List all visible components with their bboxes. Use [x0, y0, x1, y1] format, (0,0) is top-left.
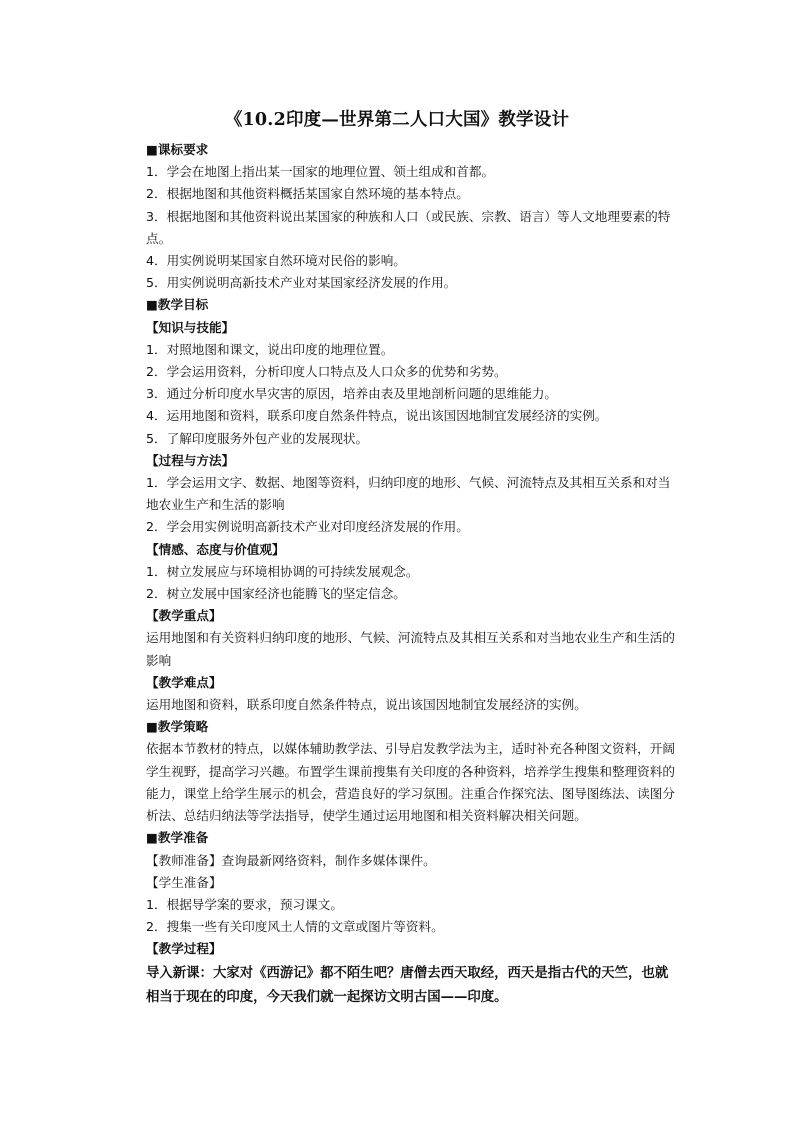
document-line: 2．根据地图和其他资料概括某国家自然环境的基本特点。 [146, 186, 469, 202]
document-line: 5．了解印度服务外包产业的发展现状。 [146, 430, 369, 446]
document-line: 4．运用地图和资料，联系印度自然条件特点，说出该国因地制宜发展经济的实例。 [146, 408, 608, 424]
document-title: 《10.2印度—世界第二人口大国》教学设计 [224, 110, 570, 130]
document-line: 【教师准备】查询最新网络资料，制作多媒体课件。 [146, 852, 436, 868]
document-line: 5．用实例说明高新技术产业对某国家经济发展的作用。 [146, 275, 457, 291]
document-line: 2．搜集一些有关印度风土人情的文章或图片等资料。 [146, 919, 444, 935]
document-line: 1．树立发展应与环境相协调的可持续发展观念。 [146, 563, 419, 579]
document-line: 【知识与技能】 [146, 319, 235, 335]
document-line: 【过程与方法】 [146, 452, 235, 468]
document-line: ■教学准备 [146, 830, 209, 846]
document-line: 导入新课：大家对《西游记》都不陌生吧？唐僧去西天取经，西天是指古代的天竺，也就相当于现在的印度，今天我们就一起探访文明古国——印度。 [146, 965, 669, 1005]
document-line: ■教学目标 [146, 297, 209, 313]
document-line: 依据本节教材的特点，以媒体辅助教学法、引导启发教学法为主，适时补充各种图文资料，开阔学生视野，提高学习兴趣。布置学生课前搜集有关印度的各种资料，培养学生搜集和整理资料的能力，课堂上给学生展示的机会，营造良好的学习氛围。注重合作探究法、图导图练法、读图分析法、总结归纳法等学法指导，使学生通过运用地图和相关资料解决相关问题。 [146, 741, 675, 824]
document-line: 运用地图和资料，联系印度自然条件特点，说出该国因地制宜发展经济的实例。 [146, 697, 587, 713]
document-line: 1．学会运用文字、数据、地图等资料，归纳印度的地形、气候、河流特点及其相互关系和对当地农业生产和生活的影响 [146, 475, 671, 513]
document-line: 3．根据地图和其他资料说出某国家的种族和人口（或民族、宗教、语言）等人文地理要素的特点。 [146, 208, 671, 246]
document-line: ■教学策略 [146, 719, 209, 735]
document-line: 【教学重点】 [146, 608, 222, 624]
document-line: 4．用实例说明某国家自然环境对民俗的影响。 [146, 253, 406, 269]
document-body [120, 139, 680, 1010]
document-line: 【教学难点】 [146, 674, 222, 690]
document-line: 1．对照地图和课文，说出印度的地理位置。 [146, 341, 394, 357]
document-line: 1．根据导学案的要求，预习课文。 [146, 896, 343, 912]
document-line: 2．学会用实例说明高新技术产业对印度经济发展的作用。 [146, 519, 469, 535]
document-line: 运用地图和有关资料归纳印度的地形、气候、河流特点及其相互关系和对当地农业生产和生活的影响 [146, 630, 675, 668]
document-line: 3．通过分析印度水旱灾害的原因，培养由表及里地剖析问题的思维能力。 [146, 386, 558, 402]
document-line: 【学生准备】 [146, 874, 222, 890]
document-line: 2．学会运用资料，分析印度人口特点及人口众多的优势和劣势。 [146, 364, 507, 380]
document-line: 1．学会在地图上指出某一国家的地理位置、领土组成和首都。 [146, 164, 495, 180]
document-line: 2．树立发展中国家经济也能腾飞的坚定信念。 [146, 586, 406, 602]
document-line: 【教学过程】 [146, 941, 222, 957]
document-line: 【情感、态度与价值观】 [146, 541, 285, 557]
document-line: ■课标要求 [146, 142, 209, 157]
